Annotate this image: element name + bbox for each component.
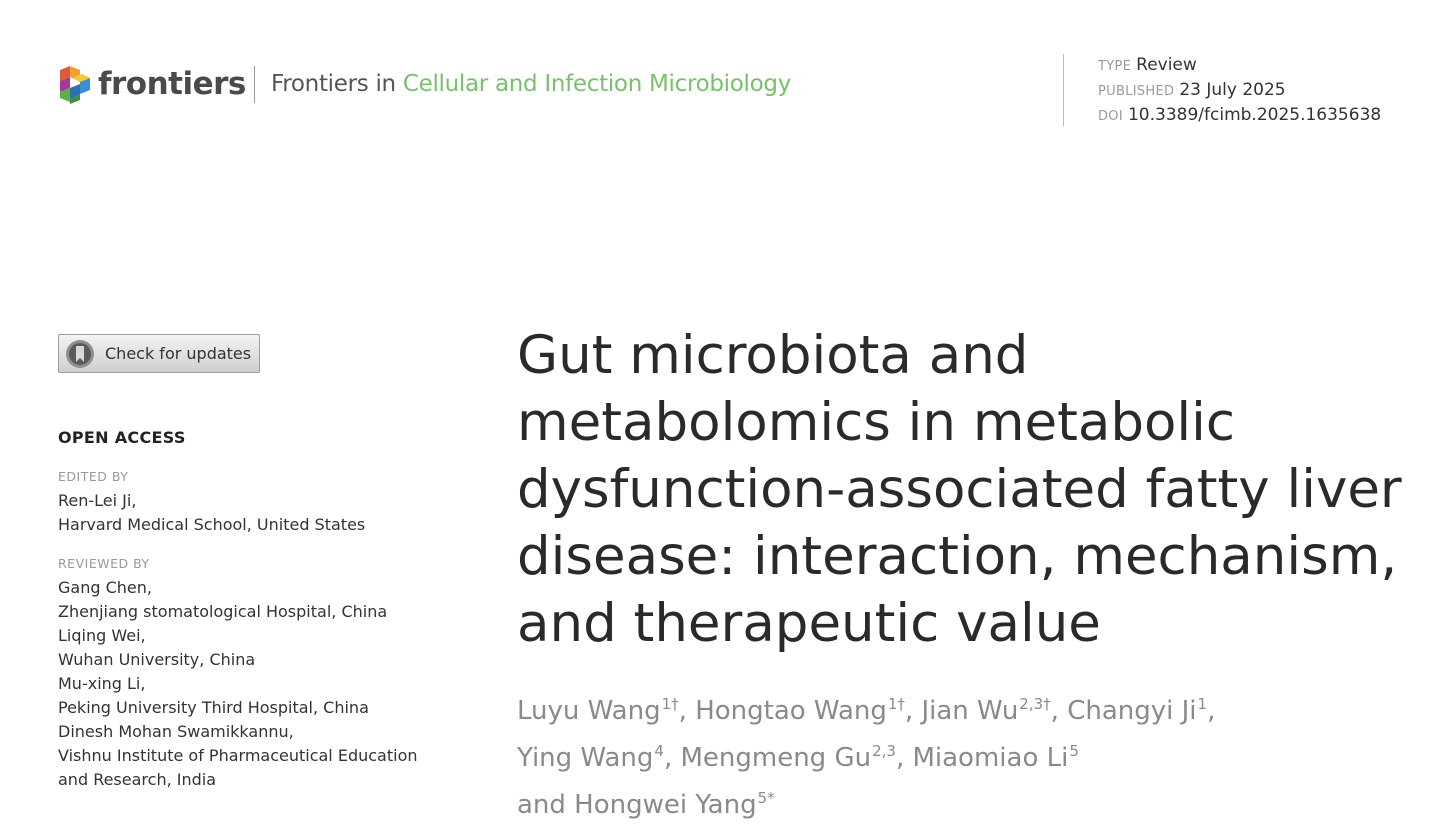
journal-prefix: Frontiers in: [271, 71, 396, 97]
reviewed-by-section: [58, 554, 418, 792]
title-line: metabolomics in metabolic: [517, 392, 1235, 453]
meta-type-value: Review: [1136, 55, 1197, 75]
edited-by-label: EDITED BY: [58, 469, 129, 484]
meta-divider: [1063, 54, 1064, 126]
author-name[interactable]: and Hongwei Yang: [517, 790, 757, 820]
reviewer-affiliation-cont: and Research, India: [58, 770, 217, 789]
reviewer-affiliation: Zhenjiang stomatological Hospital, China: [58, 602, 388, 621]
meta-doi[interactable]: [1098, 103, 1381, 128]
check-for-updates-label: Check for updates: [105, 344, 252, 363]
author-separator: ,: [1207, 696, 1216, 726]
bookmark-badge-icon: [65, 339, 95, 369]
reviewer-name: Mu-xing Li,: [58, 674, 146, 693]
meta-type-key: TYPE: [1098, 59, 1132, 74]
author-affiliation-marker: 1†: [661, 695, 679, 713]
meta-type: [1098, 53, 1381, 78]
journal-title[interactable]: [271, 71, 791, 97]
author-separator: ,: [663, 743, 681, 773]
title-line: dysfunction-associated fatty liver: [517, 459, 1402, 520]
reviewer-name: Liqing Wei,: [58, 626, 146, 645]
reviewer-name: Dinesh Mohan Swamikkannu,: [58, 722, 294, 741]
author-affiliation-marker: 2,3†: [1019, 695, 1051, 713]
check-for-updates-button[interactable]: [58, 334, 260, 373]
meta-doi-key: DOI: [1098, 109, 1123, 124]
frontiers-cube-icon: [58, 64, 92, 104]
author-name[interactable]: Jian Wu: [921, 696, 1019, 726]
author-separator: ,: [1050, 696, 1068, 726]
author-affiliation-marker: 1: [1197, 695, 1208, 713]
article-meta: [1098, 53, 1381, 128]
author-list: [517, 684, 1215, 825]
author-name[interactable]: Luyu Wang: [517, 696, 661, 726]
meta-published-key: PUBLISHED: [1098, 84, 1175, 99]
author-name[interactable]: Changyi Ji: [1067, 696, 1197, 726]
author-line: [517, 684, 1215, 731]
reviewed-by-label: REVIEWED BY: [58, 556, 150, 571]
editor-affiliation: Harvard Medical School, United States: [58, 515, 366, 534]
author-separator: ,: [678, 696, 696, 726]
title-line: and therapeutic value: [517, 593, 1101, 654]
meta-published-value: 23 July 2025: [1179, 80, 1286, 100]
editor-name: Ren-Lei Ji,: [58, 491, 137, 510]
meta-published: [1098, 78, 1381, 103]
journal-name: Cellular and Infection Microbiology: [402, 71, 792, 97]
article-title: [517, 322, 1417, 657]
author-line: [517, 778, 1215, 825]
author-separator: ,: [895, 743, 913, 773]
author-name[interactable]: Mengmeng Gu: [680, 743, 872, 773]
title-line: disease: interaction, mechanism,: [517, 526, 1398, 587]
open-access-label: OPEN ACCESS: [58, 428, 186, 447]
author-affiliation-marker: 2,3: [872, 742, 896, 760]
author-name[interactable]: Ying Wang: [517, 743, 654, 773]
title-line: Gut microbiota and: [517, 325, 1029, 386]
reviewer-name: Gang Chen,: [58, 578, 152, 597]
author-affiliation-marker: 1†: [887, 695, 905, 713]
reviewer-affiliation: Peking University Third Hospital, China: [58, 698, 369, 717]
meta-doi-value[interactable]: 10.3389/fcimb.2025.1635638: [1127, 105, 1382, 125]
author-affiliation-marker: 5: [1069, 742, 1079, 760]
author-affiliation-marker: 4: [654, 742, 664, 760]
author-line: [517, 731, 1215, 778]
reviewer-affiliation: Wuhan University, China: [58, 650, 256, 669]
author-name[interactable]: Hongtao Wang: [695, 696, 887, 726]
author-separator: ,: [904, 696, 922, 726]
author-affiliation-marker: 5*: [757, 789, 775, 807]
frontiers-logo[interactable]: [58, 64, 246, 104]
header-divider: [254, 66, 255, 103]
frontiers-wordmark: frontiers: [98, 66, 246, 102]
author-name[interactable]: Miaomiao Li: [912, 743, 1069, 773]
reviewer-affiliation: Vishnu Institute of Pharmaceutical Education: [58, 746, 418, 765]
edited-by-section: [58, 467, 365, 537]
